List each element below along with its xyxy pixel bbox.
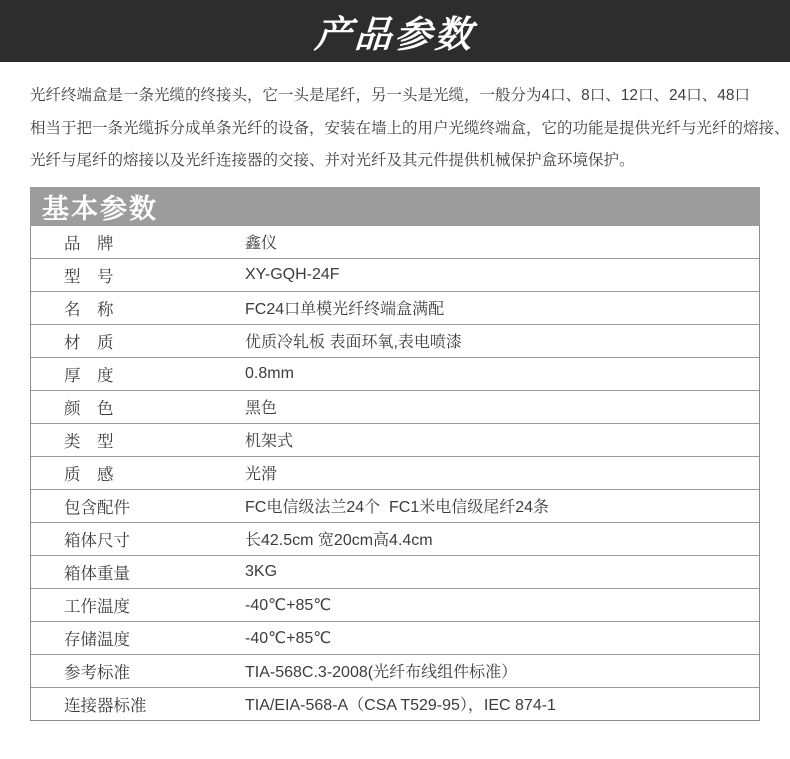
spec-label: 名 称 (64, 300, 114, 319)
spec-value: 机架式 (245, 433, 294, 450)
spec-value: 鑫仪 (245, 235, 278, 252)
spec-value: TIA-568C.3-2008(光纤布线组件标准） (245, 664, 518, 681)
intro-line-2: 相当于把一条光缆拆分成单条光纤的设备，安装在墙上的用户光缆终端盒，它的功能是提供光纤与光纤的熔接、 (30, 119, 790, 137)
spec-value: TIA/EIA-568-A（CSA T529-95），IEC 874-1 (245, 697, 556, 714)
spec-label: 质 感 (64, 465, 114, 484)
spec-value: FC电信级法兰24个 FC1米电信级尾纤24条 (245, 499, 550, 516)
spec-label: 包含配件 (64, 498, 130, 517)
spec-label: 箱体尺寸 (64, 531, 130, 550)
section-title: 基本参数 (42, 193, 158, 224)
spec-value: FC24口单模光纤终端盒满配 (245, 301, 445, 318)
spec-row (31, 358, 759, 391)
spec-value: 黑色 (245, 400, 278, 417)
page-title: 产品参数 (313, 14, 477, 55)
spec-label: 品 牌 (64, 234, 114, 253)
spec-value: -40℃+85℃ (245, 596, 332, 614)
spec-label: 型 号 (64, 267, 114, 286)
spec-row (31, 490, 759, 523)
spec-row (31, 259, 759, 292)
spec-row (31, 523, 759, 556)
spec-value: 3KG (245, 562, 278, 580)
spec-value: 优质冷轧板 表面环氧,表电喷漆 (245, 334, 462, 351)
spec-row (31, 589, 759, 622)
intro-line-3: 光纤与尾纤的熔接以及光纤连接器的交接、并对光纤及其元件提供机械保护盒环境保护。 (30, 152, 635, 169)
intro-paragraph (30, 80, 790, 178)
spec-row (31, 622, 759, 655)
banner (0, 0, 790, 62)
spec-value: 0.8mm (245, 364, 294, 382)
spec-label: 连接器标准 (64, 696, 147, 715)
spec-row (31, 424, 759, 457)
spec-value: -40℃+85℃ (245, 629, 332, 647)
spec-row (31, 325, 759, 358)
basic-params-panel (30, 187, 760, 721)
spec-value: 长42.5cm 宽20cm高4.4cm (245, 532, 433, 549)
spec-label: 存储温度 (64, 630, 130, 649)
spec-row (31, 226, 759, 259)
spec-row (31, 655, 759, 688)
spec-row (31, 292, 759, 325)
spec-row (31, 556, 759, 589)
section-header-bar (30, 187, 760, 226)
spec-value: 光滑 (245, 466, 278, 483)
spec-table (30, 226, 760, 721)
spec-label: 颜 色 (64, 399, 114, 418)
spec-label: 类 型 (64, 432, 114, 451)
spec-row (31, 688, 759, 721)
spec-label: 工作温度 (64, 597, 130, 616)
spec-label: 厚 度 (64, 366, 114, 385)
spec-row (31, 457, 759, 490)
spec-label: 参考标准 (64, 663, 130, 682)
spec-row (31, 391, 759, 424)
spec-value: XY-GQH-24F (245, 265, 340, 283)
intro-line-1: 光纤终端盒是一条光缆的终接头，它一头是尾纤，另一头是光缆，一般分为4口、8口、12口、24口、48口 (30, 87, 750, 104)
spec-label: 材 质 (64, 333, 114, 352)
spec-label: 箱体重量 (64, 564, 130, 583)
